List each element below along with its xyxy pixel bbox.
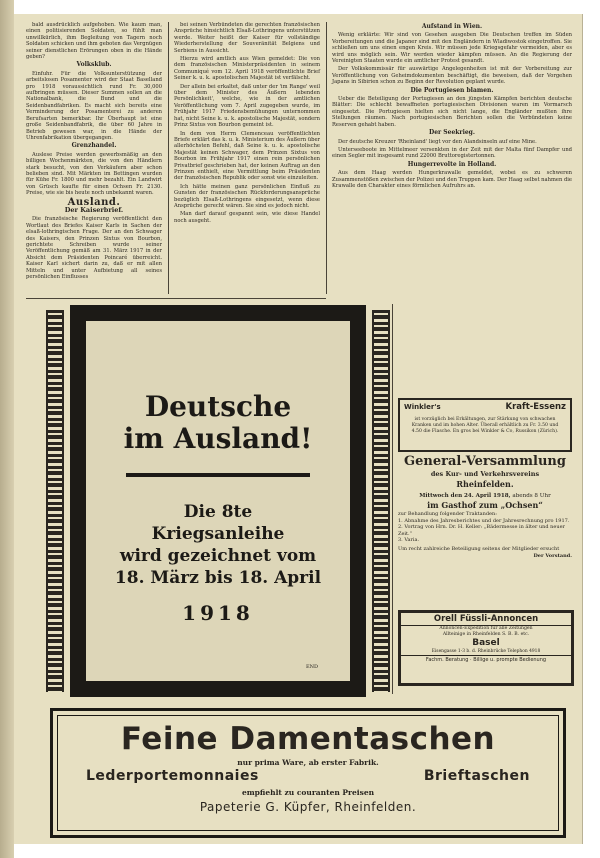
right-heading-1: Aufstand in Wien. <box>421 23 483 30</box>
damentaschen-line2: empfiehlt zu couranten Preisen <box>241 788 375 797</box>
orell-address: Eisengasse 1-3 b. d. Rheinbrücke Telephon 4918 <box>431 649 541 654</box>
column-rule <box>326 22 327 294</box>
general-meeting-ad <box>398 454 572 604</box>
meeting-line1: des Kur- und Verkehrsvereins <box>430 470 540 478</box>
orell-city: Basel <box>472 638 500 648</box>
agenda-item-1: 1. Abnahme des Jahresberichtes und der Jahresrechnung pro 1917. <box>398 517 570 524</box>
right-text-3: Ueber die Beteiligung der Portugiesen an den jüngsten Kämpfen berichten deutsche Blätter: Die schlecht bewaffneten portugiesischen Divisionen waren im Vormarsch eingesetzt. Die Portugiesen hielten sich nicht lange, die Engländer mußten ihre Stellungen räumen. Nach portugiesischen Berichten sollen die Verbündeten keine Reserven gehabt haben. <box>332 96 572 128</box>
section1-heading: Volksklub. <box>76 61 112 69</box>
agenda-item-2: 2. Vortrag von Hrn. Dr. H. Keller: „Bädermesse in älter und neuer Zeit.“ <box>398 524 565 537</box>
poster-year: 1918 <box>182 601 254 625</box>
winkler-name: Winkler's <box>404 403 441 411</box>
section1-text: Einfuhr. Für die Volksunterstützung der arbeitslosen Posamenter wird der Staat Baselland pro 1918 voraussichtlich rund Fr. 30,000 aufbringen müssen. Dieser Summen sollen an die Nationalbank, die Bund und die Seidenbandfabriken. Es macht sich bereits eine Verminderung der Posamenterei zu anderen Berufsarten bemerkbar. Ihr Überhaupt ist eine große Seidenbandfabrik, die über 60 Jahre in Betrieb gewesen war, in die Hände der Uhrenfabrikation übergegangen. <box>26 70 162 141</box>
meeting-place: Gasthof zum „Ochsen“ <box>441 500 543 510</box>
right-heading-3: Der Seekrieg. <box>429 129 475 137</box>
orell-line1: Annoncen-Expedition für alle Zeitungen <box>439 626 533 631</box>
damentaschen-ad <box>50 708 566 838</box>
mid-text-2: Hierzu wird amtlich aus Wien gemeldet: Die von dem französischen Ministerpräsidenten in seinem Communiqué vom 12. April 1918 veröffentlichte Brief Seiner k. u. k. apostolischen Majestät ist verfälscht. <box>174 56 320 82</box>
meeting-signed: Der Vorstand. <box>533 552 572 559</box>
right-column <box>332 22 572 191</box>
column-rule <box>168 22 169 294</box>
damentaschen-line1: nur prima Ware, ab erster Fabrik. <box>237 758 379 767</box>
poster-inner <box>86 321 350 681</box>
kaiserbrief-text: Die französische Regierung veröffentlicht den Wortlaut des Briefes Kaiser Karls in Sachen der elsaß-lothringischen Frage. Der an den Schwager des Kaisers, den Prinzen Sixtus von Bourbon, gerichtete Schreiben wurde seiner Veröffentlichung gemäß am 31. März 1917 in der Absicht dem Präsidenten Poincaré überreicht. Kaiser Karl sichert darin zu, daß er mit allen Mitteln und unter Aufbietung all seines persönlichen Einflusses <box>26 216 162 281</box>
meeting-agenda <box>398 511 572 559</box>
right-text-4: Der deutsche Kreuzer 'Rheinland' liegt vor den Alandsinseln auf eine Mine. <box>338 138 537 145</box>
mid-text-4: In dem von Herrn Clemenceau veröffentlichten Briefe erklärt das k. u. k. Ministerium des Äußern über allerhöchsten Befehl, daß Seine k. u. k. apostolische Majestät keinen Schwager, dem Prinzen Sixtus von Bourbon im Frühjahr 1917 einen rein persönlichen Privatbrief geschrieben hat, der keinen Auftrag an den Prinzen enthielt, eine Vermittlung beim Präsidenten der französischen Republik oder sonst wie einzuleiten. <box>174 130 320 182</box>
ornament-left <box>46 310 64 692</box>
right-text-1: Wenig erklärte: Wir sind von Gesehen ausgeben Die Deutschen treffen im Süden Vorbereitungen und die Japaner sind mit den Engländern in Wladiwostok eingetroffen. Sie schließen um uns einen engen Kreis. Wir müssen jede Kriegsgefahr vermeiden, aber es wird uns möglich sein. Wir werden wieder kämpfen müssen. An die Regierung der Vereinigten Staaten wurde ein amtlicher Protest gesandt. <box>332 32 572 65</box>
poster-title <box>86 391 350 455</box>
right-text-2: Der Volkskommissär für auswärtige Angelegenheiten ist mit der Vorbereitung zur Veröffentlichung von Geheimdokumenten beschäftigt, die beweisen, daß der Vorgehen Japans in Sibirien schon zu Beginn der Revolution geplant wurde. <box>332 66 572 86</box>
mid-text-1: bei seinen Verbündeten die gerechten französischen Ansprüche hinsichtlich Elsaß-Lothringens unterstützen werde. Weiter heißt der Kaiser für vollständige Wiederherstellung der Souveränität Belgiens und Serbiens in Aussicht. <box>174 22 320 54</box>
orell-line2: Allteinige in Rheinfelden S. B. B. etc. <box>442 632 530 637</box>
ausland-heading: Ausland. <box>67 196 121 208</box>
damentaschen-items <box>58 768 558 788</box>
damentaschen-ad-inner <box>57 715 559 831</box>
war-loan-poster <box>70 305 366 697</box>
section-divider <box>26 298 326 299</box>
section2-heading: Grenzhandel. <box>71 142 117 150</box>
left-column <box>26 22 162 282</box>
poster-sub-line2: Kriegsanleihe <box>151 524 285 544</box>
damentaschen-item-right: Brieftaschen <box>423 768 530 784</box>
right-heading-2: Die Portugiesen blamen. <box>410 86 494 94</box>
poster-divider <box>126 473 310 477</box>
poster-sub-line1: Die 8te <box>183 502 253 522</box>
right-text-6: Aus dem Haag werden Hungerkrawalle gemeldet, wobei es zu schweren Zusammenstößen zwischen der Polizei und den Truppen kam. Der Haag selbst nahmen die Krawalle den Charakter eines förmlichen Aufruhrs an. <box>332 170 572 189</box>
newspaper-page <box>14 14 583 844</box>
mid-text-3: Der allein bei erkaltet, daß unter der 'im Range' weil über dem Minister des Äußern lebenden Persönlichkeit', welche, wie in der amtlichen Veröffentlichung vom 7. April zugegeben wurde, im Frühjahr 1917 Friedensbemühungen unternommen hat, nicht Seine k. u. k. apostolische Majestät, sondern Prinz Sixtus von Bourbon gemeint ist. <box>174 83 320 129</box>
damentaschen-shop: Papeterie G. Küpfer, Rheinfelden. <box>199 800 417 814</box>
meeting-time: abends 8 Uhr <box>512 493 551 499</box>
poster-title-line1: Deutsche <box>144 390 292 423</box>
meeting-place-line <box>398 500 572 511</box>
damentaschen-headline: Feine Damentaschen <box>120 721 496 757</box>
meeting-date-line <box>398 492 572 500</box>
meeting-title: General-Versammlung <box>404 454 566 469</box>
book-binding <box>0 0 14 858</box>
winkler-text: ist vorzüglich bei Erkältungen, zur Stärkung von schwachen Kranken und im hohen Alter. Überall erhältlich zu Fr. 3.50 und 4.50 die Flasche. En gros bei Winkler & Co, Russikon (Zürich). <box>411 417 559 434</box>
ornament-right <box>372 310 390 692</box>
agenda-intro: zur Behandlung folgender Traktanden: <box>398 511 497 517</box>
middle-column <box>174 22 320 226</box>
winkler-product: Kraft-Essenz <box>505 402 566 412</box>
right-text-5: Unterseeboote im Mittelmeer versenkten in der Zeit mit der Malta fünf Dampfer und einen Segler mit insgesamt rund 22000 Bruttoregistertonnen. <box>332 146 572 160</box>
mid-text-6: Man darf darauf gespannt sein, wie diese Handel noch ausgeht. <box>174 211 320 224</box>
orell-title: Orell Füssli-Annoncen <box>401 613 571 626</box>
orell-footer: Fachm. Beratung · Billige u. prompte Bedienung <box>401 655 571 664</box>
damentaschen-item-left: Lederportemonnaies <box>86 768 259 784</box>
column-rule <box>392 304 393 694</box>
poster-signature: END <box>306 664 319 670</box>
mid-text-5: Ich hätte meinen ganz persönlichen Einfluß zu Gunsten der französischen Rückforderungsansprüche bezüglich Elsaß-Lothringens eingesetzt, wenn diese Ansprüche gerecht wären. Sie sind es jedoch nicht. <box>174 183 320 209</box>
meeting-date-prefix: Mittwoch den <box>419 493 463 499</box>
winkler-ad <box>398 398 572 452</box>
poster-sub-line3: wird gezeichnet vom <box>119 546 317 566</box>
meeting-place-prefix: im <box>427 500 439 510</box>
meeting-date: 24. April 1918, <box>464 493 511 499</box>
agenda-item-3: 3. Varia. <box>398 537 420 544</box>
intro-text: bald ausdrücklich aufgehoben. Wie kaum man, einen politisierenden Soldaten, so fühlt man unwillkürlich, ihm Begleitung von Tagern noch Soldaten schicken und ihm geboten das Vergnügen seiner dienstlichen Erörungen oben in die Hände geben? <box>26 22 162 61</box>
poster-title-line2: im Ausland! <box>123 422 313 455</box>
meeting-line2: Rheinfelden. <box>456 479 514 489</box>
meeting-closing: Um recht zahlreiche Beteiligung seitens der Mitglieder ersucht <box>398 545 560 552</box>
section2-text: Auslese Preise werden gewerbsmäßig an den billigen Wochenmärkten, die von den Händlern stark besucht, von den Verkäufern aber schon belieben sind. Mit Märkten im Bettingen wurden für Kühe Fr. 1800 und mehr bezahlt. Ein Landwirt von Grüsch kaufte für einen Ochsen Fr. 2130. Preise, wie sie bis heute noch unbekannt waren. <box>26 151 162 197</box>
right-heading-4: Hungerrevolte in Holland. <box>407 160 497 168</box>
poster-sub-line4: 18. März bis 18. April <box>114 568 322 588</box>
kaiserbrief-heading: Der Kaiserbrief. <box>64 205 124 214</box>
poster-subtitle <box>86 501 350 589</box>
orell-fuessli-ad <box>398 610 574 686</box>
